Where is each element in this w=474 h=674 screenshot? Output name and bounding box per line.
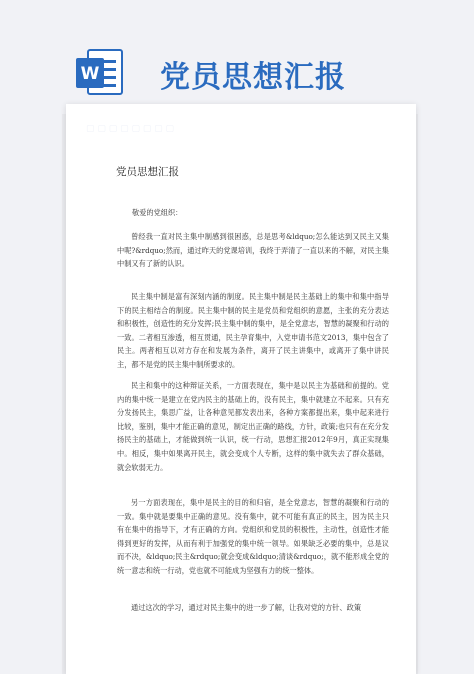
paragraph-3: 民主和集中的这种辩证关系，一方面表现在，集中是以民主为基础和前提的。党内的集中统一是建立在党内民主的基础上的，没有民主，集中就建立不起来。只有充分发扬民主，集思广益，让各种意见都发表出来，各种方案都提出来，集中起来进行比较，鉴别，集中才能正确的意见，制定出正确的路线，方针，政策;也只有在充分发扬民主的基础上，才能做到统一认识，统一行动，思想汇报2012年9月，真正实现集中。相反，集中如果离开民主，就会变成个人专断，这样的集中就失去了群众基础，就会软弱无力。 (117, 381, 389, 472)
paragraph-5: 通过这次的学习，通过对民主集中的进一步了解，让我对党的方针、政策 (131, 603, 362, 612)
watermark: ▢ ▢ ▢ ▢ ▢ ▢ ▢ ▢ (86, 124, 175, 134)
paragraph-1: 曾经我一直对民主集中制感到很困惑，总是思考&ldquo;怎么能达到又民主又集中呢?&rdquo;然而，通过昨天的党课培训，我终于弄清了一直以来的不解，对民主集中制又有了新的认识。 (117, 232, 389, 269)
paragraph-4: 另一方面表现在，集中是民主的目的和归宿，是全党意志，智慧的凝聚和行动的一致。集中就是要集中正确的意见。没有集中，就不可能有真正的民主，因为民主只有在集中的指导下，才有正确的方向。党组织和党员的积极性，主动性，创造性才能得到更好的发挥，从而有利于加强党的集中统一领导。如果缺乏必要的集中，总是议而不决，&ldquo;民主&rdquo;就会变成&ldquo;清谈&rdquo;，就不能形成全党的统一意志和统一行动，党也就不可能成为坚强有力的统一整体。 (117, 498, 389, 575)
app-header (0, 0, 474, 110)
word-doc-icon (74, 46, 126, 98)
document-title: 党员思想汇报 (116, 166, 179, 178)
svg-text:W: W (80, 64, 100, 84)
salutation: 敬爱的党组织： (132, 208, 183, 217)
document-page (66, 104, 416, 674)
app-title: 党员思想汇报 (160, 60, 346, 95)
paragraph-2: 民主集中制是富有深刻内涵的制度。民主集中制是民主基础上的集中和集中指导下的民主相结合的制度。民主集中制的民主是党员和党组织的意愿，主张的充分表达和积极性，创造性的充分发挥;民主集中制的集中，是全党意志，智慧的凝聚和行动的一致。二者相互渗透，相互贯通，民主孕育集中，入党申请书范文2013，集中包含了民主。两者相互以对方存在和发展为条件，离开了民主讲集中，或离开了集中讲民主，都不是党的民主集中制所要求的。 (117, 292, 389, 369)
